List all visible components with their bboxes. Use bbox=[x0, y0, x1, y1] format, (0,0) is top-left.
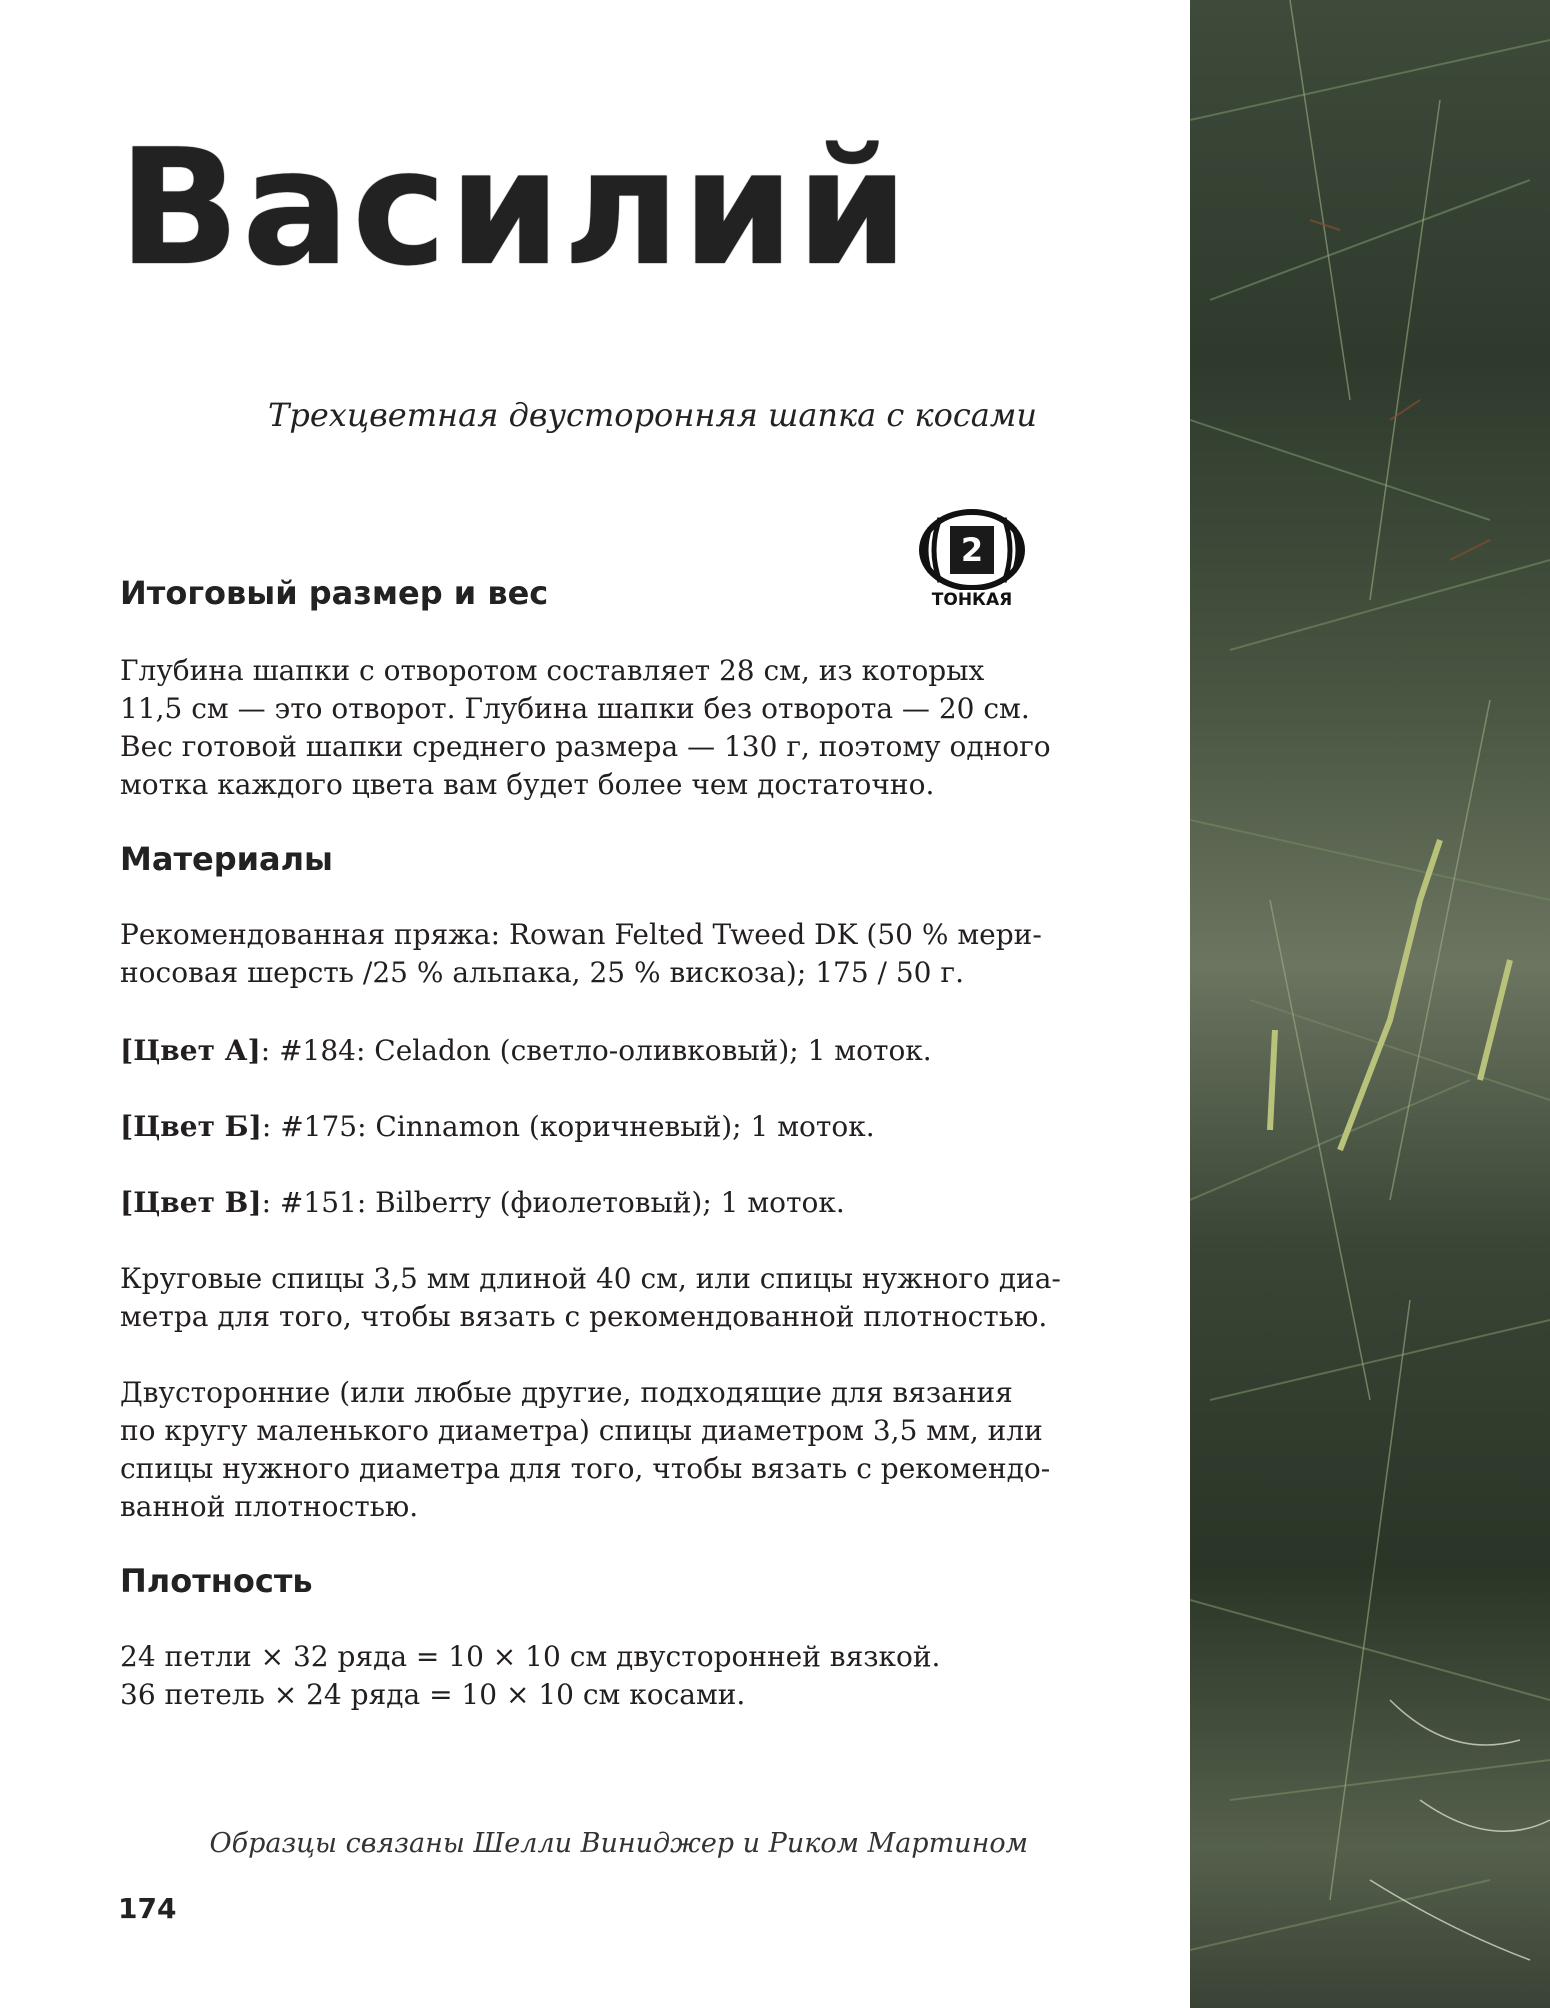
color-a-label: [Цвет А] bbox=[120, 1034, 261, 1067]
size-paragraph bbox=[120, 652, 1051, 804]
text-line: Круговые спицы 3,5 мм длиной 40 см, или спицы нужного диа- bbox=[120, 1262, 1061, 1295]
text-line: Двусторонние (или любые другие, подходящие для вязания bbox=[120, 1376, 1013, 1409]
text-line: по кругу маленького диаметра) спицы диаметром 3,5 мм, или bbox=[120, 1414, 1043, 1447]
text-line: ванной плотностью. bbox=[120, 1490, 419, 1523]
heading-materials: Материалы bbox=[120, 840, 333, 878]
text-line: Рекомендованная пряжа: Rowan Felted Tweed DK (50 % мери- bbox=[120, 918, 1042, 951]
yarn-weight-label: ТОНКАЯ bbox=[931, 590, 1013, 610]
dpn-needles-paragraph bbox=[120, 1374, 1051, 1526]
color-a-line bbox=[120, 1032, 1030, 1070]
text-line: метра для того, чтобы вязать с рекомендованной плотностью. bbox=[120, 1300, 1048, 1333]
gauge-paragraph bbox=[120, 1638, 1030, 1714]
text-line: 24 петли × 32 ряда = 10 × 10 см двусторонней вязкой. bbox=[120, 1640, 941, 1673]
heading-size: Итоговый размер и вес bbox=[120, 574, 549, 612]
text-line: Вес готовой шапки среднего размера — 130 г, поэтому одного bbox=[120, 730, 1051, 763]
color-b-label: [Цвет Б] bbox=[120, 1110, 262, 1143]
heading-gauge: Плотность bbox=[120, 1562, 313, 1600]
pine-branches-photo bbox=[1190, 0, 1550, 2008]
pine-needles-illustration bbox=[1190, 0, 1550, 2008]
credit-line: Образцы связаны Шелли Виниджер и Риком Мартином bbox=[209, 1828, 1028, 1859]
text-line: 36 петель × 24 ряда = 10 × 10 см косами. bbox=[120, 1678, 746, 1711]
color-c-line bbox=[120, 1184, 1030, 1222]
color-a-text: : #184: Celadon (светло-оливковый); 1 моток. bbox=[260, 1034, 932, 1067]
yarn-weight-badge bbox=[912, 508, 1032, 618]
page-title: Василий bbox=[118, 114, 911, 301]
circular-needles-paragraph bbox=[120, 1260, 1061, 1336]
yarn-paragraph bbox=[120, 916, 1042, 992]
color-c-text: : #151: Bilberry (фиолетовый); 1 моток. bbox=[261, 1186, 845, 1219]
page-number: 174 bbox=[118, 1892, 177, 1925]
text-line: спицы нужного диаметра для того, чтобы вязать с рекомендо- bbox=[120, 1452, 1051, 1485]
text-line: 11,5 см — это отворот. Глубина шапки без отворота — 20 см. bbox=[120, 692, 1030, 725]
text-line: мотка каждого цвета вам будет более чем достаточно. bbox=[120, 768, 935, 801]
color-b-text: : #175: Cinnamon (коричневый); 1 моток. bbox=[261, 1110, 875, 1143]
color-b-line bbox=[120, 1108, 1030, 1146]
text-line: Глубина шапки с отворотом составляет 28 см, из которых bbox=[120, 654, 985, 687]
yarn-weight-number: 2 bbox=[960, 531, 984, 569]
text-line: носовая шерсть /25 % альпака, 25 % вискоза); 175 / 50 г. bbox=[120, 956, 964, 989]
page-subtitle: Трехцветная двусторонняя шапка с косами bbox=[268, 396, 1037, 434]
color-c-label: [Цвет В] bbox=[120, 1186, 262, 1219]
